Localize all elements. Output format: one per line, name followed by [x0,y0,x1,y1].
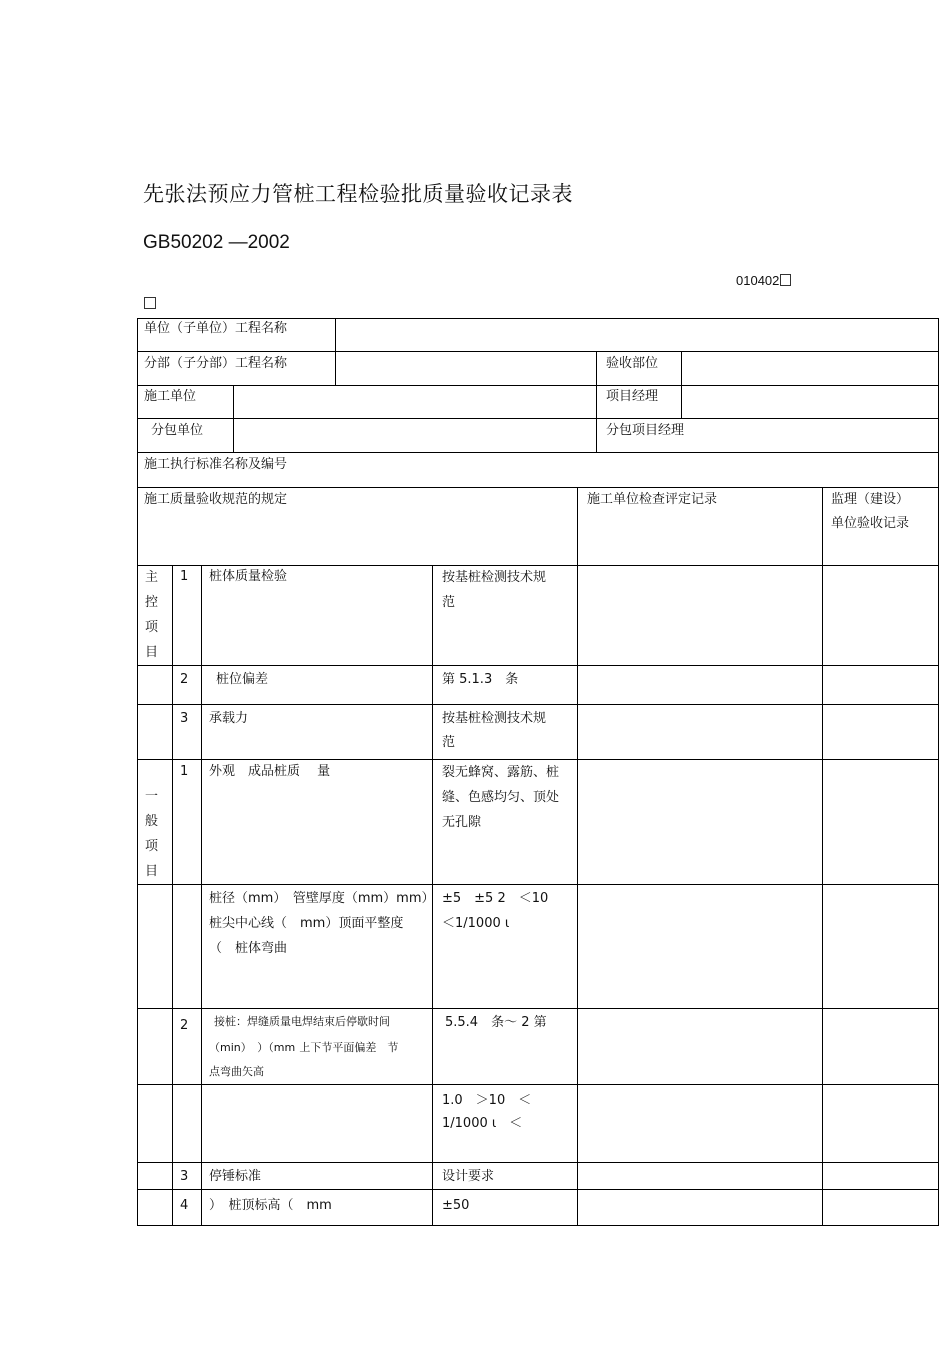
weld-req-values: 1.0 ＞10 ＜ 1/1000 ι ＜ [442,1093,532,1131]
section-main-control: 主 控 项 目 [145,570,159,660]
table-line [577,487,578,1225]
label-acceptance-part: 验收部位 [606,356,659,371]
item-name: 桩位偏差 [216,672,269,687]
label-sub-project: 分部（子分部）工程名称 [144,356,288,371]
standard-code: GB50202 —2002 [143,232,290,253]
item-name: 停锤标准 [209,1169,262,1184]
item-no: 1 [180,569,189,584]
form-code: 010402 [736,273,791,288]
label-subcontract-manager: 分包项目经理 [606,423,685,438]
label-subcontract-unit: 分包单位 [151,423,204,438]
table-line [233,385,234,452]
label-construction-unit: 施工单位 [144,389,197,404]
table-line [137,665,939,666]
table-line [335,318,336,385]
checkbox-icon [144,297,156,309]
page-title: 先张法预应力管桩工程检验批质量验收记录表 [143,182,573,206]
label-project-manager: 项目经理 [606,389,659,404]
item-name: 外观 成品桩质 量 [209,764,331,779]
col-check-record: 施工单位检查评定记录 [587,492,718,507]
dims-spec: 桩径（mm） 管壁厚度（mm）mm） 桩尖中心线（ mm）顶面平整度 （ 桩体弯曲 [209,891,435,956]
item-no: 3 [180,1169,189,1184]
checkbox-icon [780,274,791,286]
weld-line-3: 点弯曲矢高 [209,1065,264,1078]
table-line [137,318,138,1226]
table-line [201,565,202,1225]
label-unit-project: 单位（子单位）工程名称 [144,321,288,336]
label-exec-standard: 施工执行标准名称及编号 [144,457,288,472]
item-req: 按基桩检测技术规范 [442,711,547,750]
item-req: ±50 [442,1198,470,1213]
table-line [137,1225,939,1226]
table-line [172,565,173,1225]
weld-line-1: 接桩：焊缝质量电焊结束后停歇时间 [214,1015,390,1028]
weld-line-2: （min） ）（mm 上下节平面偏差 节 [209,1041,399,1054]
table-line [822,487,823,1225]
item-name: ） 桩顶标高（ mm [209,1198,332,1213]
item-req: 裂无蜂窝、露筋、桩缝、色感均匀、顶处无孔隙 [442,765,560,830]
table-line [137,884,939,885]
item-no: 3 [180,711,189,726]
item-no: 4 [180,1198,189,1213]
section-general: 一 般 项 目 [145,789,159,879]
dims-req: ±5 ±5 2 ＜10 ＜1/1000 ι [442,891,549,931]
item-name: 承载力 [209,711,249,726]
table-line [137,1189,939,1190]
weld-req: 5.5.4 条～ 2 第 [445,1015,547,1030]
item-req: 按基桩检测技术规范 [442,570,547,610]
table-line [137,385,939,386]
item-req: 设计要求 [442,1169,495,1184]
table-line [137,1084,939,1085]
table-line [137,418,939,419]
table-line [938,318,939,1226]
table-line [137,1162,939,1163]
item-name: 桩体质量检验 [209,569,288,584]
table-line [137,1008,939,1009]
item-req: 第 5.1.3 条 [442,672,519,687]
item-no: 2 [180,672,189,687]
col-spec: 施工质量验收规范的规定 [144,492,288,507]
table-line [596,351,597,452]
table-line [137,704,939,705]
item-no: 1 [180,764,189,779]
table-line [681,351,682,418]
col-supervision: 监理（建设）单位验收记录 [831,492,910,531]
item-no: 2 [180,1018,189,1033]
